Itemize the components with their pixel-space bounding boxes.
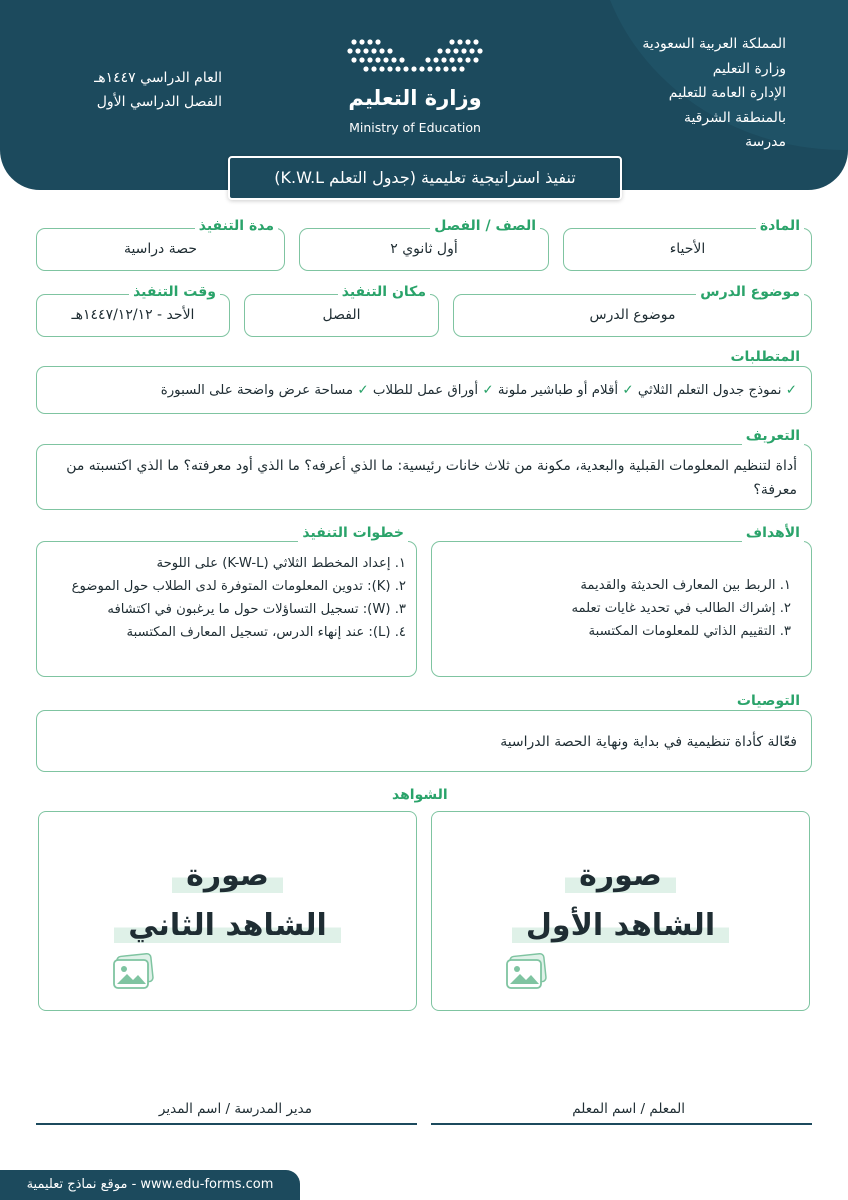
place-label: مكان التنفيذ xyxy=(338,283,430,301)
objective-item: ١. الربط بين المعارف الحديثة والقديمة xyxy=(580,578,791,593)
image-icon xyxy=(504,952,550,992)
requirements-box xyxy=(36,366,812,414)
duration-value: حصة دراسية xyxy=(123,241,198,257)
duration-label: مدة التنفيذ xyxy=(195,217,278,235)
evidence-first-line2: الشاهد الأول xyxy=(432,908,809,943)
logo-dots-icon xyxy=(340,34,490,84)
time-value: الأحد - ١٤٤٧/١٢/١٢هـ xyxy=(71,307,195,323)
header-country: المملكة العربية السعودية xyxy=(642,36,786,52)
grade-label: الصف / الفصل xyxy=(430,217,540,235)
logo-english-text: Ministry of Education xyxy=(349,120,481,135)
check-icon: ✓ xyxy=(482,383,494,398)
header-school: مدرسة xyxy=(745,134,786,150)
subject-value: الأحياء xyxy=(669,241,706,257)
grade-value: أول ثانوي ٢ xyxy=(390,241,458,257)
topic-value: موضوع الدرس xyxy=(589,307,676,323)
evidence-first-line1: صورة xyxy=(432,858,809,893)
time-label: وقت التنفيذ xyxy=(129,283,220,301)
check-icon: ✓ xyxy=(622,383,634,398)
step-item: ٤. (L): عند إنهاء الدرس، تسجيل المعارف المكتسبة xyxy=(126,625,406,640)
definition-box xyxy=(36,444,812,510)
step-item: ٣. (W): تسجيل التساؤلات حول ما يرغبون في اكتشافه xyxy=(107,602,406,617)
subject-label: المادة xyxy=(756,217,804,235)
image-icon xyxy=(111,952,157,992)
recommendations-label: التوصيات xyxy=(733,692,804,710)
header-right-info xyxy=(556,32,786,155)
step-item: ١. إعداد المخطط الثلاثي (K-W-L) على اللوحة xyxy=(156,556,406,571)
steps-label: خطوات التنفيذ xyxy=(298,524,408,542)
objectives-list xyxy=(451,574,791,643)
requirements-label: المتطلبات xyxy=(726,348,804,366)
page-title: تنفيذ استراتيجية تعليمية (جدول التعلم K.W.L) xyxy=(228,156,622,200)
requirements-list xyxy=(47,379,797,403)
footer-website[interactable]: www.edu-forms.com - موقع نماذج تعليمية xyxy=(0,1170,300,1200)
recommendations-text: فعّالة كأداة تنظيمية في بداية ونهاية الحصة الدراسية xyxy=(500,734,797,750)
logo-arabic-text: وزارة التعليم xyxy=(348,86,482,110)
requirement-item: نموذج جدول التعلم الثلاثي xyxy=(637,383,782,398)
principal-signature-line xyxy=(36,1123,417,1125)
objectives-label: الأهداف xyxy=(742,524,804,542)
step-item: ٢. (K): تدوين المعلومات المتوفرة لدى الطلاب حول الموضوع xyxy=(71,579,406,594)
definition-label: التعريف xyxy=(742,427,804,445)
topic-label: موضوع الدرس xyxy=(696,283,804,301)
steps-list xyxy=(46,552,406,644)
evidence-second-box[interactable] xyxy=(38,811,417,1011)
check-icon: ✓ xyxy=(357,383,369,398)
recommendations-box xyxy=(36,710,812,772)
ministry-logo xyxy=(340,34,490,144)
header-left-info xyxy=(72,66,222,114)
objective-item: ٢. إشراك الطالب في تحديد غايات تعلمه xyxy=(571,601,791,616)
requirement-item: مساحة عرض واضحة على السبورة xyxy=(160,383,354,398)
evidence-first-box[interactable] xyxy=(431,811,810,1011)
objective-item: ٣. التقييم الذاتي للمعلومات المكتسبة xyxy=(588,624,791,639)
header-region: بالمنطقة الشرقية xyxy=(683,109,786,126)
principal-signature-label: مدير المدرسة / اسم المدير xyxy=(158,1101,312,1117)
evidence-second-line2: الشاهد الثاني xyxy=(39,908,416,943)
header-semester: الفصل الدراسي الأول xyxy=(96,94,222,110)
header-directorate: الإدارة العامة للتعليم xyxy=(668,85,786,101)
evidence-label: الشواهد xyxy=(392,787,448,803)
teacher-signature-line xyxy=(431,1123,812,1125)
objectives-box xyxy=(431,541,812,677)
header-year: العام الدراسي ١٤٤٧هـ xyxy=(94,70,222,86)
teacher-signature-label: المعلم / اسم المعلم xyxy=(572,1101,685,1117)
requirement-item: أقلام أو طباشير ملونة xyxy=(497,383,619,398)
steps-box xyxy=(36,541,417,677)
definition-text: أداة لتنظيم المعلومات القبلية والبعدية، مكونة من ثلاث خانات رئيسية: ما الذي أعرفه؟ ما الذي أود معرفته؟ ما الذي اكتسبته من معرفة؟ xyxy=(66,458,797,498)
header-ministry: وزارة التعليم xyxy=(712,60,786,77)
requirement-item: أوراق عمل للطلاب xyxy=(372,383,479,398)
place-value: الفصل xyxy=(322,307,361,323)
evidence-second-line1: صورة xyxy=(39,858,416,893)
check-icon: ✓ xyxy=(785,383,797,398)
